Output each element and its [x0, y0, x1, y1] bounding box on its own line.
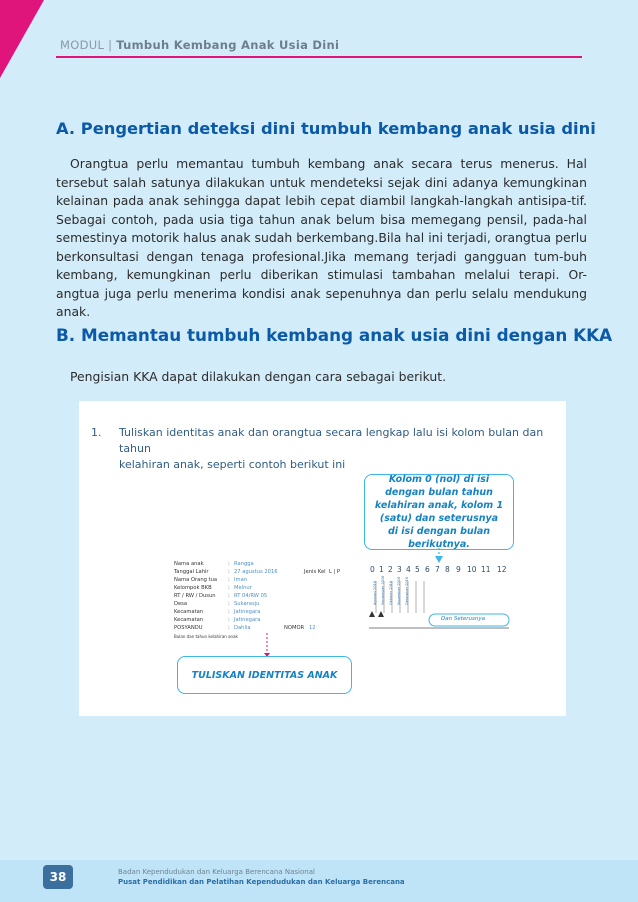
month-number-11: 11: [481, 565, 491, 574]
section-b-heading: B. Memantau tumbuh kembang anak usia dini dengan KKA: [56, 325, 613, 345]
section-a-paragraph-text: Orangtua perlu memantau tumbuh kembang anak secara terus menerus. Hal tersebut salah satunya dilakukan untuk mendeteksi sejak dini adanya kemungkinan kelainan pada anak sehingga dapat lebih cepat diambil langkah-langkah antisipa-tif. Sebagai contoh, pada usia tiga tahun anak belum bisa memegang pensil, pada-hal semestinya motorik halus anak sudah berkembang.Bila hal ini terjadi, orangtua perlu berkonsultasi dengan tenaga profesional.Jika memang terjadi gangguan tum-buh kembang, kemungkinan perlu diberikan stimulasi tambahan melalui terapi. Or-angtua juga perlu menerima kondisi anak sepenuhnya dan perlu selalu mendukung anak.: [56, 156, 587, 319]
footer-center: Pusat Pendidikan dan Pelatihan Kependudukan dan Keluarga Berencana: [118, 878, 405, 886]
step-text-line2: kelahiran anak, seperti contoh berikut ini: [119, 458, 346, 471]
month-number-6: 6: [425, 565, 430, 574]
month-number-4: 4: [406, 565, 411, 574]
callout-text: Kolom 0 (nol) di isi dengan bulan tahun kelahiran anak, kolom 1 (satu) dan seterusnya di isi dengan bulan berikutnya.: [374, 474, 504, 550]
step-number: 1.: [91, 426, 102, 439]
month-name-1: September 2016: [381, 575, 385, 605]
month-number-9: 9: [456, 565, 461, 574]
kka-figure: [79, 401, 566, 716]
step-text-line1: Tuliskan identitas anak dan orangtua secara lengkap lalu isi kolom bulan dan tahun: [119, 426, 544, 455]
nomor-label: NOMOR: [284, 625, 305, 631]
module-title: Tumbuh Kembang Anak Usia Dini: [116, 38, 340, 52]
identity-box-label: TULISKAN IDENTITAS ANAK: [191, 669, 338, 681]
month-number-8: 8: [445, 565, 450, 574]
form-row-kecamatan-1: Kecamatan : Jatinegara: [174, 609, 261, 615]
section-a-paragraph: [56, 155, 587, 322]
form-row-kecamatan-2: Kecamatan : Jatinegara: [174, 617, 261, 623]
page-number: 38: [43, 865, 73, 889]
month-number-3: 3: [397, 565, 402, 574]
month-name-4: Desember 2016: [405, 576, 409, 605]
month-number-1: 1: [379, 565, 384, 574]
month-number-12: 12: [497, 565, 507, 574]
month-number-0: 0: [370, 565, 375, 574]
birth-month-note: Bulan dan tahun kelahiran anak: [174, 634, 238, 639]
corner-triangle-decoration: [0, 0, 44, 80]
month-name-3: November 2016: [397, 576, 401, 605]
nomor-value: 12: [309, 625, 316, 631]
gender-options: L | P: [329, 569, 341, 575]
month-number-5: 5: [415, 565, 420, 574]
form-row-posyandu: POSYANDU : Dahlia NOMOR 12: [174, 625, 316, 631]
module-separator: |: [108, 38, 113, 52]
identity-box: [177, 656, 352, 694]
form-row-tanggal-lahir: Tanggal Lahir : 27 agustus 2016 Jenis Kel L | P: [174, 569, 341, 575]
month-number-7: 7: [435, 565, 440, 574]
month-number-2: 2: [388, 565, 393, 574]
module-header: [60, 38, 339, 52]
form-row-desa: Desa : Sukarasju: [174, 601, 260, 607]
month-name-2: Oktober 2016: [389, 580, 393, 605]
form-row-nama-orang-tua: Nama Orang tua : Iman: [174, 577, 248, 583]
header-rule: [56, 56, 582, 58]
section-b-intro: Pengisian KKA dapat dilakukan dengan cara sebagai berikut.: [70, 369, 447, 384]
module-label: MODUL: [60, 38, 105, 52]
continue-label: Dan Seterusnya: [441, 616, 485, 622]
form-row-rt-rw: RT / RW / Dusun : RT 04/RW 05: [174, 593, 268, 599]
month-name-0: Agustus 2016: [373, 580, 377, 605]
form-row-kelompok-bkb: Kelompok BKB : Melnur: [174, 585, 252, 591]
footer-institution: Badan Kependudukan dan Keluarga Berencana Nasional: [118, 868, 315, 876]
month-number-10: 10: [467, 565, 477, 574]
section-a-heading: A. Pengertian deteksi dini tumbuh kembang anak usia dini: [56, 119, 596, 138]
gender-label: Jenis Kel: [304, 569, 326, 575]
form-row-nama-anak: Nama anak : Rangga: [174, 561, 254, 567]
